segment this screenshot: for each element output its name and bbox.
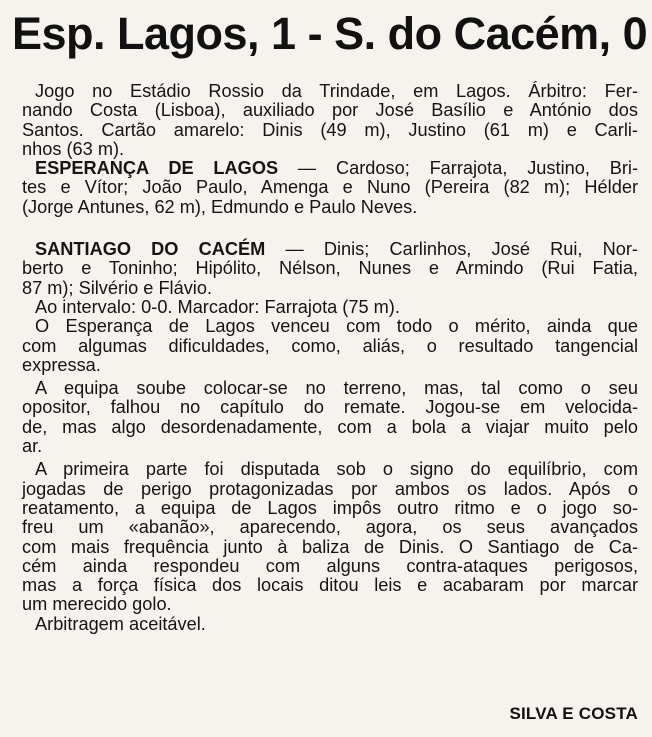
paragraph: [22, 317, 638, 375]
text-line: Jogo no Estádio Rossio da Trindade, em Lagos. Árbitro: Fer-: [35, 81, 638, 101]
match-info: [22, 82, 638, 159]
text-line: um merecido golo.: [22, 594, 172, 615]
text-line: com algumas dificuldades, como, aliás, o resultado tangencial: [22, 335, 638, 356]
text-line: A equipa soube colocar-se no terreno, mas, tal como o seu: [35, 378, 638, 399]
referee-rating: Arbitragem aceitável.: [35, 613, 206, 634]
text-line: jogadas de perigo protagonizadas por ambos os lados. Após o: [22, 478, 638, 499]
text-line: com mais frequência junto à baliza de Dinis. O Santiago de Ca-: [22, 536, 638, 557]
text-line: A primeira parte foi disputada sob o signo do equilíbrio, com: [35, 459, 638, 480]
text-line: nando Costa (Lisboa), auxiliado por José Basílio e António dos: [22, 100, 638, 121]
paragraph: [22, 460, 638, 614]
lineup-text: — Cardoso; Farrajota, Justino, Bri-: [278, 158, 639, 179]
halftime-line: Ao intervalo: 0-0. Marcador: Farrajota (75 m).: [35, 296, 400, 317]
text-line: 87 m); Silvério e Flávio.: [22, 277, 213, 298]
text-line: O Esperança de Lagos venceu com todo o mérito, ainda que: [35, 316, 638, 337]
text-line: opositor, falhou no capítulo do remate. Jogou-se em velocida-: [22, 397, 638, 418]
article-body: [22, 82, 638, 634]
home-team-name: ESPERANÇA DE LAGOS: [35, 158, 279, 179]
text-line: expressa.: [22, 354, 101, 375]
text-line: berto e Toninho; Hipólito, Nélson, Nunes e Armindo (Rui Fatia,: [22, 258, 638, 279]
text-line: cém ainda respondeu com alguns contra-ataques perigosos,: [22, 555, 638, 576]
text-line: Santos. Cartão amarelo: Dinis (49 m), Justino (61 m) e Carli-: [22, 119, 638, 140]
text-line: freu um «abanão», aparecendo, agora, os seus avançados: [22, 517, 638, 538]
home-team-lineup: [22, 159, 638, 217]
text-line: [22, 240, 638, 259]
away-team-name: SANTIAGO DO CACÉM: [35, 239, 266, 260]
text-line: [22, 159, 638, 178]
paragraph: [22, 379, 638, 456]
text-line: ar.: [22, 436, 43, 457]
text-line: tes e Vítor; João Paulo, Amenga e Nuno (Pereira (82 m); Hélder: [22, 177, 638, 198]
byline: SILVA E COSTA: [509, 704, 638, 723]
text-line: reatamento, a equipa de Lagos impôs outro ritmo e o jogo so-: [22, 497, 638, 518]
text-line: (Jorge Antunes, 62 m), Edmundo e Paulo Neves.: [22, 196, 418, 217]
lineup-text: — Dinis; Carlinhos, José Rui, Nor-: [265, 239, 638, 260]
text-line: mas a força física dos locais ditou leis e acabaram por marcar: [22, 575, 638, 596]
headline: Esp. Lagos, 1 - S. do Cacém, 0: [12, 8, 648, 59]
text-line: de, mas algo desordenadamente, com a bola a viajar muito pelo: [22, 416, 638, 437]
spacer: [22, 217, 638, 236]
text-line: nhos (63 m).: [22, 138, 125, 159]
away-team-lineup: [22, 240, 638, 298]
